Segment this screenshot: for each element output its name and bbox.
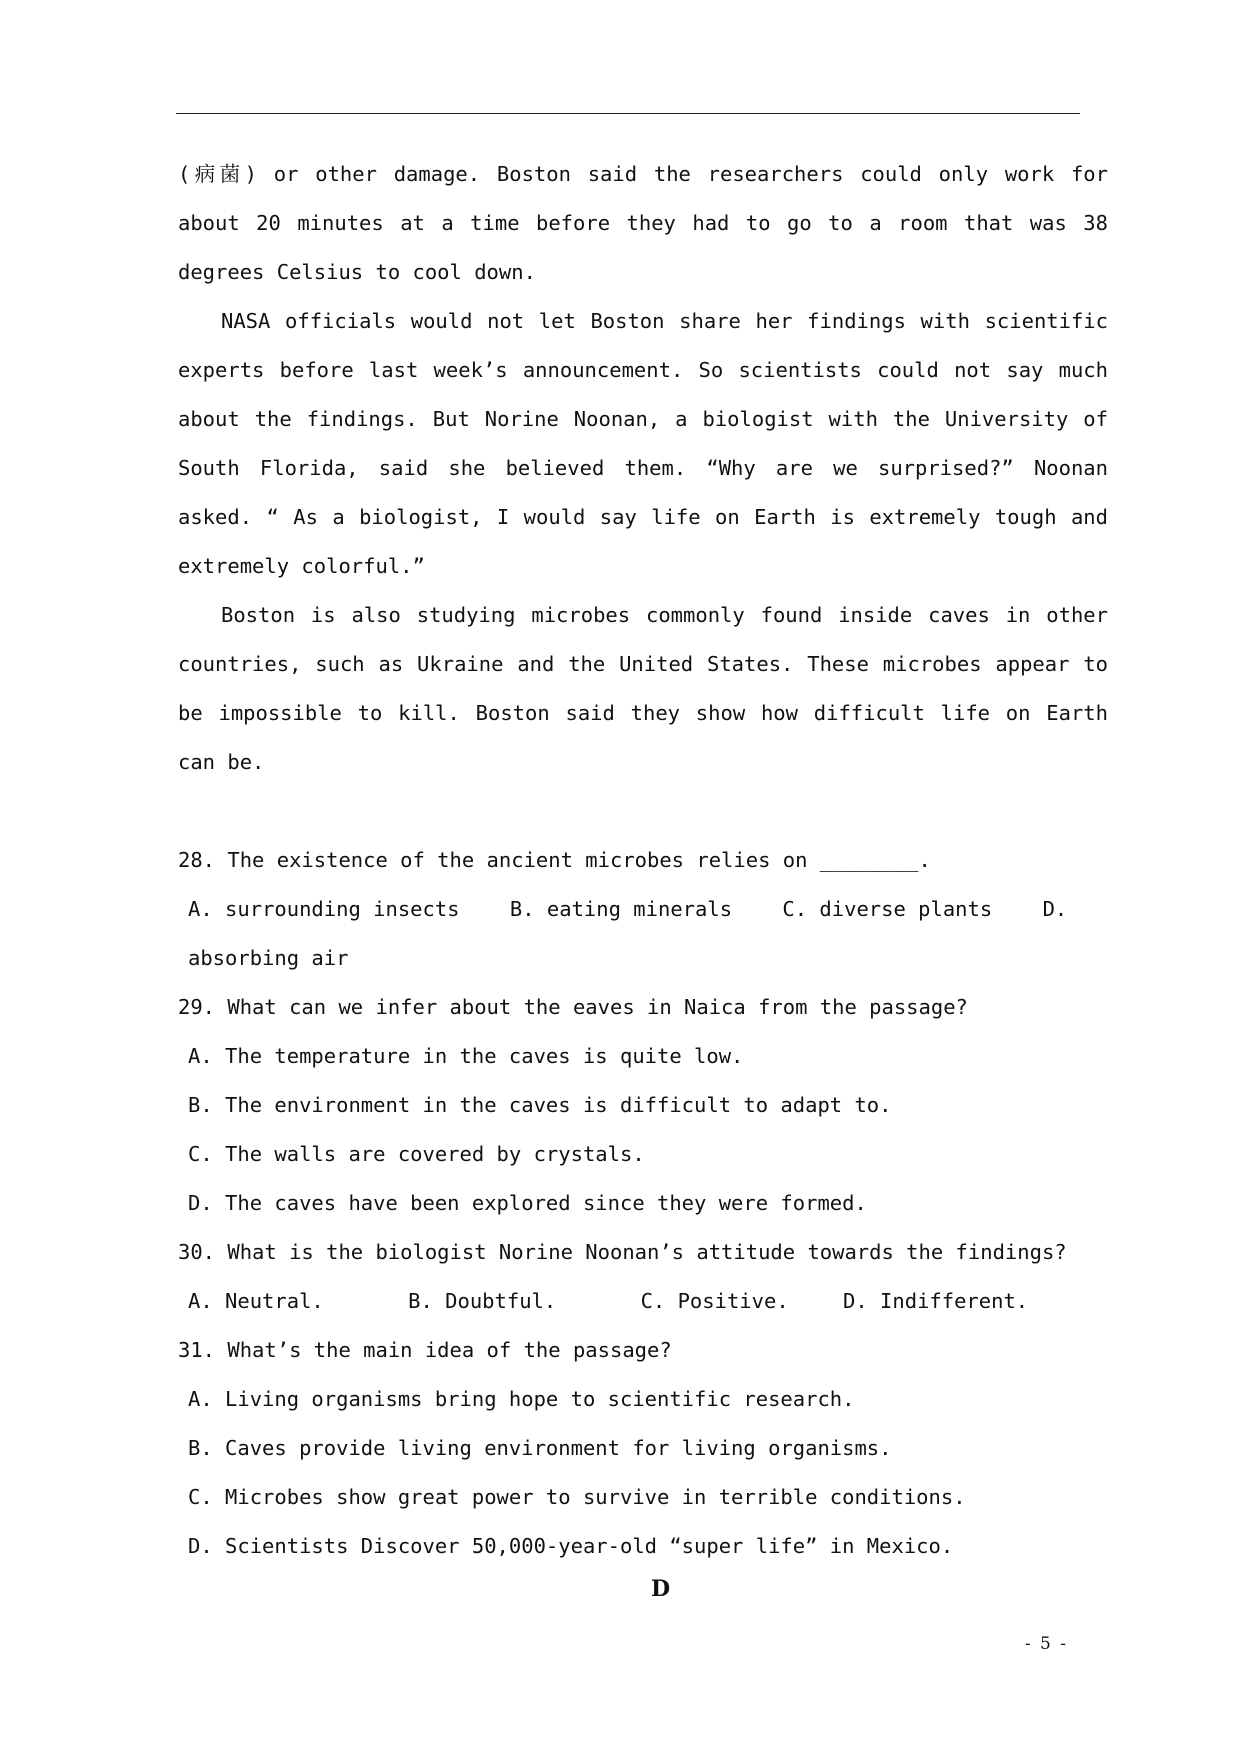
question-30-stem: 30. What is the biologist Norine Noonan’s attitude towards the findings? [178,1240,1067,1264]
question-28-stem: 28. The existence of the ancient microbes relies on ________. [178,848,931,872]
question-30-option-b: B. Doubtful. [408,1289,557,1313]
question-31-option-a: A. Living organisms bring hope to scientific research. [188,1387,855,1411]
question-28-option-c: C. diverse plants [782,897,993,921]
question-29-option-a: A. The temperature in the caves is quite low. [188,1044,744,1068]
question-28-option-b: B. eating minerals [509,897,733,921]
passage-paragraph-2: NASA officials would not let Boston share her findings with scientific experts before last week’s announcement. So scientists could not say much about the findings. But Norine Noonan, a biologist with the University of South Florida, said she believed them. “Why are we surprised?” Noonan asked. “ As a biologist, I would say life on Earth is extremely tough and extremely colorful.” [178,309,1108,578]
question-31-option-c: C. Microbes show great power to survive in terrible conditions. [188,1485,966,1509]
passage-paragraph-1: (病菌) or other damage. Boston said the researchers could only work for about 20 minutes at a time before they had to go to a room that was 38 degrees Celsius to cool down. [178,162,1108,284]
page-content [178,150,1108,1571]
question-30-options [178,1277,1108,1326]
section-heading-d: D [651,1576,671,1602]
question-28-option-d: D. absorbing air [188,897,1068,970]
question-30-option-a: A. Neutral. [188,1289,324,1313]
passage-paragraph-3: Boston is also studying microbes commonly found inside caves in other countries, such as Ukraine and the United States. These microbes appear to be impossible to kill. Boston said they show how difficult life on Earth can be. [178,603,1108,774]
header-rule [176,113,1080,114]
question-29-option-d: D. The caves have been explored since they were formed. [188,1191,867,1215]
question-28-option-a: A. surrounding insects [188,897,460,921]
question-29-stem: 29. What can we infer about the eaves in Naica from the passage? [178,995,968,1019]
question-31-option-b: B. Caves provide living environment for living organisms. [188,1436,892,1460]
question-30-option-d: D. Indifferent. [843,1289,1029,1313]
page-number: - 5 - [1024,1634,1068,1654]
question-29-option-b: B. The environment in the caves is difficult to adapt to. [188,1093,892,1117]
question-31-option-d: D. Scientists Discover 50,000-year-old “super life” in Mexico. [188,1534,954,1558]
question-28-options [178,885,1108,983]
question-31-stem: 31. What’s the main idea of the passage? [178,1338,672,1362]
question-29-option-c: C. The walls are covered by crystals. [188,1142,645,1166]
question-30-option-c: C. Positive. [640,1289,789,1313]
